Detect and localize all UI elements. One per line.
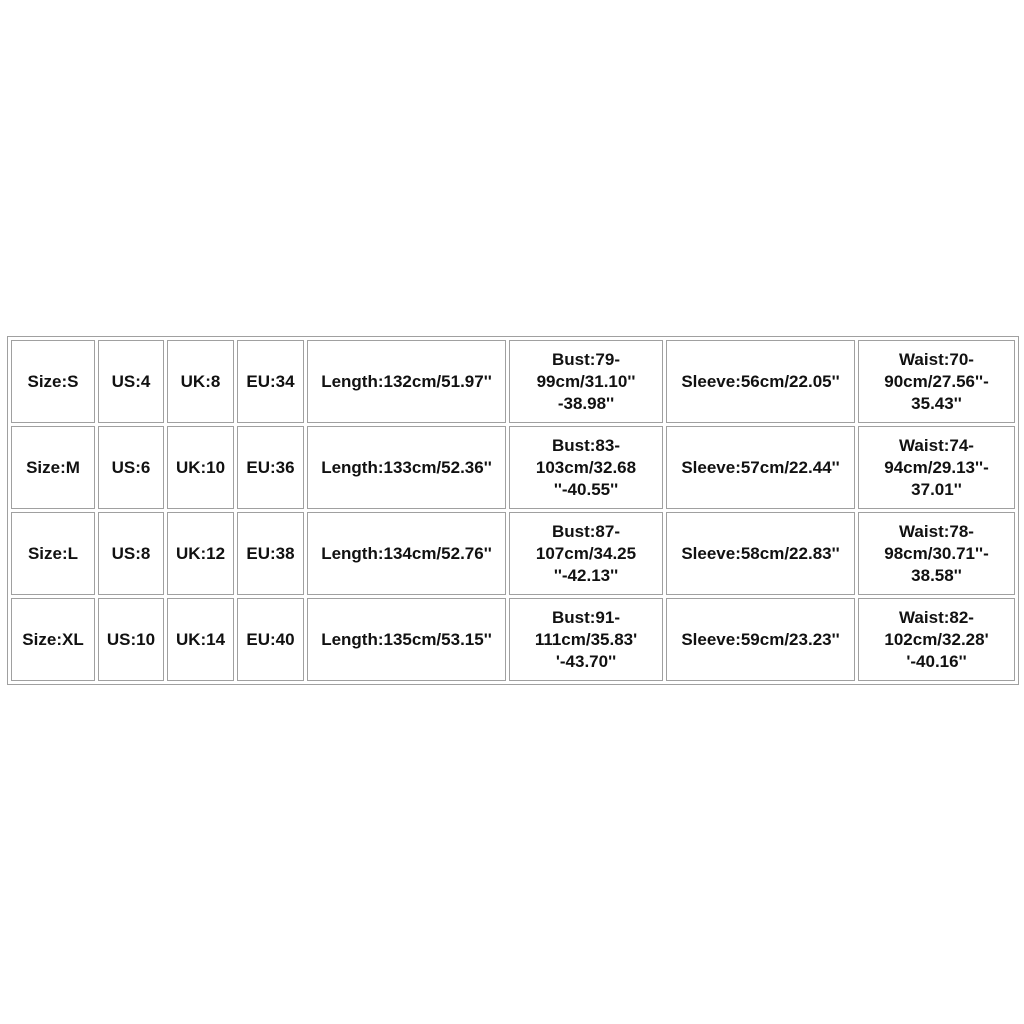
bust-cell: Bust:79-99cm/31.10''-38.98'' [509, 340, 663, 423]
bust-cell: Bust:83-103cm/32.68''-40.55'' [509, 426, 663, 509]
length-cell: Length:134cm/52.76'' [307, 512, 506, 595]
sleeve-cell: Sleeve:59cm/23.23'' [666, 598, 855, 681]
table-row [11, 512, 1015, 595]
sleeve-cell: Sleeve:57cm/22.44'' [666, 426, 855, 509]
sleeve-cell: Sleeve:56cm/22.05'' [666, 340, 855, 423]
waist-cell: Waist:70-90cm/27.56''-35.43'' [858, 340, 1015, 423]
eu-size-cell: EU:36 [237, 426, 304, 509]
uk-size-cell: UK:10 [167, 426, 234, 509]
table-row [11, 426, 1015, 509]
eu-size-cell: EU:38 [237, 512, 304, 595]
eu-size-cell: EU:40 [237, 598, 304, 681]
us-size-cell: US:6 [98, 426, 164, 509]
us-size-cell: US:4 [98, 340, 164, 423]
waist-cell: Waist:78-98cm/30.71''-38.58'' [858, 512, 1015, 595]
uk-size-cell: UK:14 [167, 598, 234, 681]
table-row [11, 598, 1015, 681]
size-cell: Size:XL [11, 598, 95, 681]
uk-size-cell: UK:8 [167, 340, 234, 423]
uk-size-cell: UK:12 [167, 512, 234, 595]
eu-size-cell: EU:34 [237, 340, 304, 423]
bust-cell: Bust:91-111cm/35.83''-43.70'' [509, 598, 663, 681]
bust-cell: Bust:87-107cm/34.25''-42.13'' [509, 512, 663, 595]
size-cell: Size:S [11, 340, 95, 423]
size-cell: Size:M [11, 426, 95, 509]
length-cell: Length:133cm/52.36'' [307, 426, 506, 509]
waist-cell: Waist:74-94cm/29.13''-37.01'' [858, 426, 1015, 509]
us-size-cell: US:10 [98, 598, 164, 681]
us-size-cell: US:8 [98, 512, 164, 595]
length-cell: Length:135cm/53.15'' [307, 598, 506, 681]
table-row [11, 340, 1015, 423]
length-cell: Length:132cm/51.97'' [307, 340, 506, 423]
sleeve-cell: Sleeve:58cm/22.83'' [666, 512, 855, 595]
size-cell: Size:L [11, 512, 95, 595]
waist-cell: Waist:82-102cm/32.28''-40.16'' [858, 598, 1015, 681]
size-chart-table [7, 336, 1019, 685]
